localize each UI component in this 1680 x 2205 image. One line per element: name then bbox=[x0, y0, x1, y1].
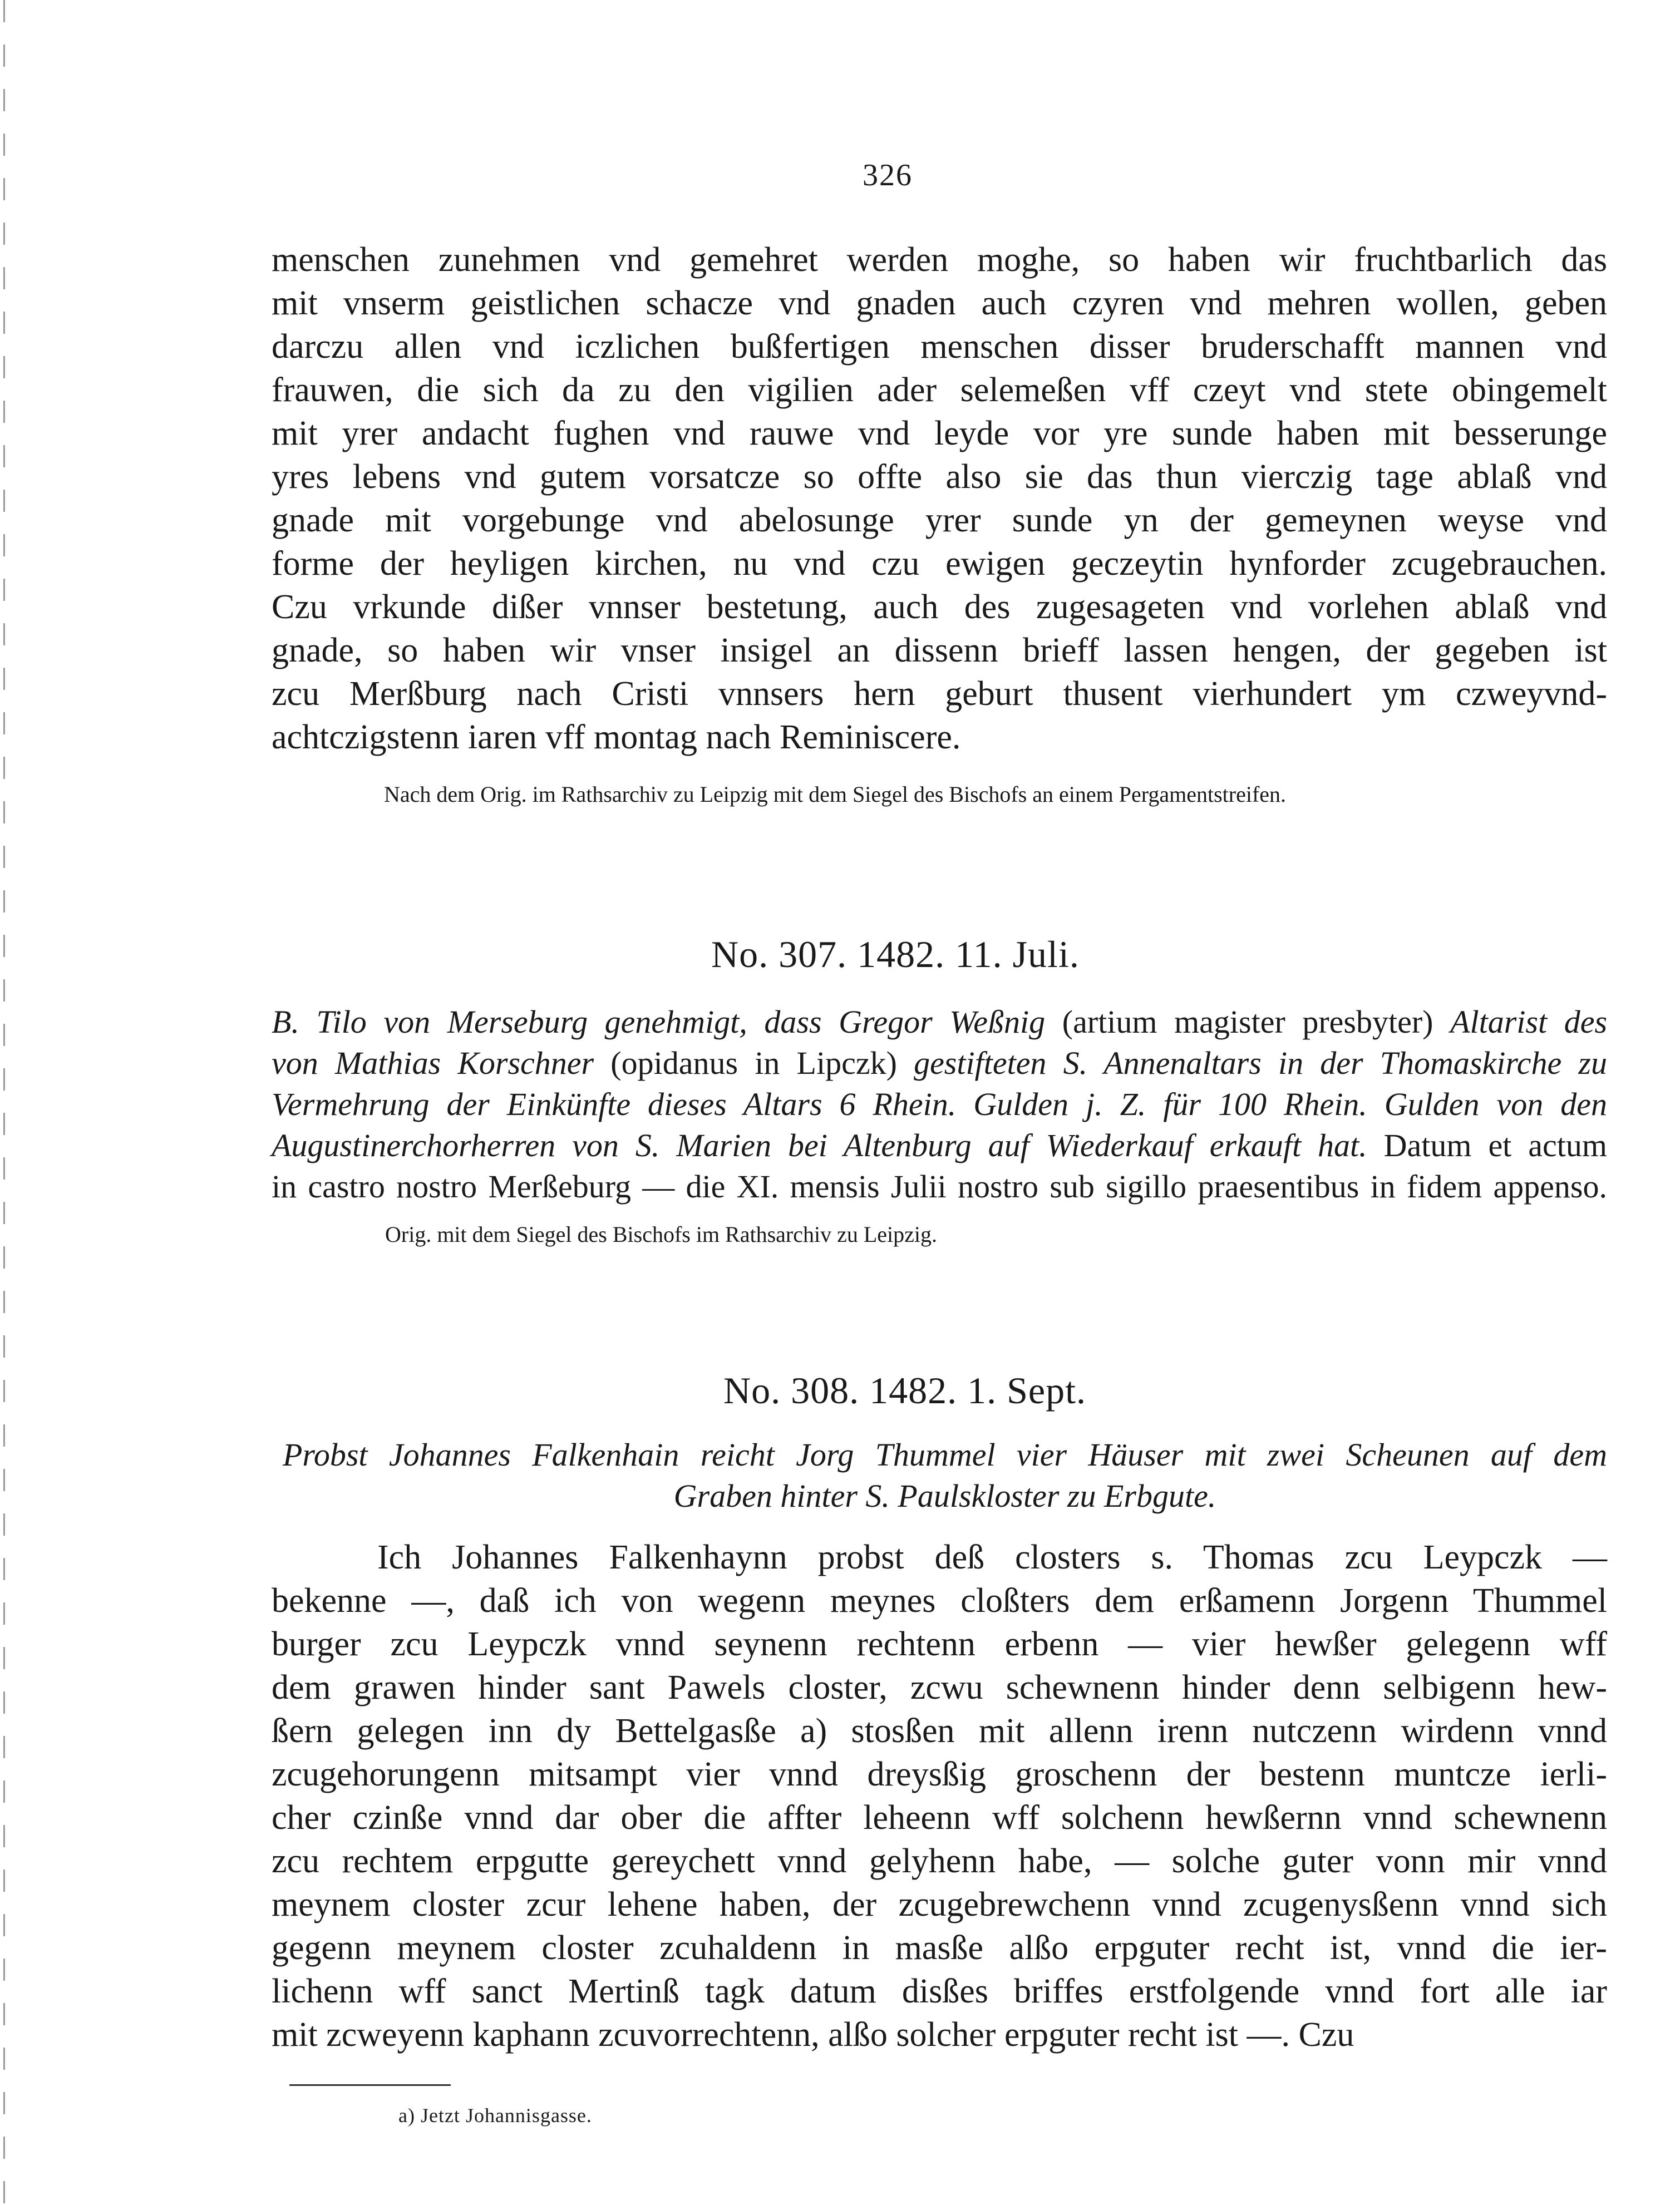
regest-307-segment: (artium magister presbyter) bbox=[1045, 1004, 1451, 1040]
para1-line: frauwen, die sich da zu den vigilien ader selemeßen vff czeyt vnd stete obingemelt bbox=[272, 371, 1607, 409]
regest-307-segment: (opidanus in Lipczk) bbox=[594, 1045, 914, 1081]
text308-line: cher czinße vnnd dar ober die affter leheenn wff solchenn hewßernn vnnd schewnenn bbox=[272, 1799, 1607, 1837]
regest-307-segment: Datum et actum bbox=[1367, 1127, 1607, 1163]
text308-line: burger zcu Leypczk vnnd seynenn rechtenn erbenn — vier hewßer gelegenn wff bbox=[272, 1625, 1607, 1663]
regest-307-segment: von Mathias Korschner bbox=[272, 1045, 594, 1081]
para1-line: gnade, so haben wir vnser insigel an dissenn brieff lassen hengen, der gegeben ist bbox=[272, 632, 1607, 669]
para1-line: darczu allen vnd iczlichen bußfertigen menschen disser bruderschafft mannen vnd bbox=[272, 328, 1607, 366]
text308-line: bekenne —, daß ich von wegenn meynes cloßters dem erßamenn Jorgenn Thummel bbox=[272, 1582, 1607, 1620]
regest-308 bbox=[283, 1434, 1607, 1517]
text308-line: gegenn meynem closter zcuhaldenn in masße alßo erpguter recht ist, vnnd die ier- bbox=[272, 1929, 1607, 1967]
text308-line: lichenn wff sanct Mertinß tagk datum disßes briffes erstfolgende vnnd fort alle iar bbox=[272, 1972, 1607, 2010]
regest-307-segment: Vermehrung der Einkünfte dieses Altars 6 Rhein. Gulden j. Z. für 100 Rhein. Gulden von den bbox=[272, 1086, 1607, 1122]
regest-307-segment: Augustinerchorherren von S. Marien bei Altenburg auf Wiederkauf erkauft hat. bbox=[272, 1127, 1367, 1163]
text308-line: mit zcweyenn kaphann zcuvorrechtenn, alßo solcher erpguter recht ist —. Czu bbox=[272, 2016, 1354, 2054]
text308-line: zcugehorungenn mitsampt vier vnnd dreysßig groschenn der bestenn muntcze ierli- bbox=[272, 1755, 1607, 1793]
regest-307-line bbox=[272, 1043, 1607, 1084]
scan-margin-artifact bbox=[3, 0, 5, 2205]
page-number: 326 bbox=[863, 158, 913, 193]
regest-307-segment: Altarist des bbox=[1450, 1004, 1608, 1040]
text308-line: meynem closter zcur lehene haben, der zcugebrewchenn vnnd zcugenysßenn vnnd sich bbox=[272, 1886, 1607, 1923]
regest-307-line bbox=[272, 1125, 1607, 1166]
para1-line: mit vnserm geistlichen schacze vnd gnaden auch czyren vnd mehren wollen, geben bbox=[272, 284, 1607, 322]
para1-line: forme der heyligen kirchen, nu vnd czu ewigen geczeytin hynforder zcugebrauchen. bbox=[272, 545, 1607, 583]
regest-307-line bbox=[272, 1166, 1607, 1207]
regest-307-line bbox=[272, 1084, 1607, 1125]
regest-307-segment: in castro nostro Merßeburg — die XI. mensis Julii nostro sub sigillo praesentibus in fidem appenso. bbox=[272, 1168, 1607, 1205]
para1-line: menschen zunehmen vnd gemehret werden moghe, so haben wir fruchtbarlich das bbox=[272, 241, 1607, 279]
para1-line: gnade mit vorgebunge vnd abelosunge yrer sunde yn der gemeynen weyse vnd bbox=[272, 501, 1607, 539]
para1-line: zcu Merßburg nach Cristi vnnsers hern geburt thusent vierhundert ym czweyvnd- bbox=[272, 675, 1607, 713]
body-paragraph-continuation bbox=[272, 238, 1607, 759]
regest-307 bbox=[272, 1002, 1607, 1207]
para1-line: mit yrer andacht fughen vnd rauwe vnd leyde vor yre sunde haben mit besserunge bbox=[272, 415, 1607, 452]
regest-308-line: Graben hinter S. Paulskloster zu Erbgute. bbox=[673, 1478, 1216, 1514]
text308-line: Ich Johannes Falkenhaynn probst deß closters s. Thomas zcu Leypczk — bbox=[377, 1538, 1607, 1576]
regest-307-line bbox=[272, 1002, 1607, 1043]
body-text-308 bbox=[272, 1536, 1607, 2056]
document-heading-308: No. 308. 1482. 1. Sept. bbox=[723, 1369, 1086, 1412]
footnote-rule bbox=[289, 2084, 451, 2086]
source-note-1: Nach dem Orig. im Rathsarchiv zu Leipzig mit dem Siegel des Bischofs an einem Pergamentstreifen. bbox=[384, 782, 1287, 807]
para1-line: yres lebens vnd gutem vorsatcze so offte also sie das thun vierczig tage ablaß vnd bbox=[272, 458, 1607, 496]
text308-line: ßern gelegen inn dy Bettelgasße a) stosßen mit allenn irenn nutczenn wirdenn vnnd bbox=[272, 1712, 1607, 1750]
para1-line: Czu vrkunde dißer vnnser bestetung, auch des zugesageten vnd vorlehen ablaß vnd bbox=[272, 588, 1607, 626]
regest-307-segment: gestifteten S. Annenaltars in der Thomaskirche zu bbox=[914, 1045, 1608, 1081]
para1-line: achtczigstenn iaren vff montag nach Reminiscere. bbox=[272, 718, 961, 756]
document-heading-307: No. 307. 1482. 11. Juli. bbox=[711, 933, 1080, 975]
source-note-307: Orig. mit dem Siegel des Bischofs im Rathsarchiv zu Leipzig. bbox=[385, 1222, 938, 1247]
text308-line: dem grawen hinder sant Pawels closter, zcwu schewnenn hinder denn selbigenn hew- bbox=[272, 1669, 1607, 1706]
text308-line: zcu rechtem erpgutte gereychett vnnd gelyhenn habe, — solche guter vonn mir vnnd bbox=[272, 1842, 1607, 1880]
regest-308-line: Probst Johannes Falkenhain reicht Jorg Thummel vier Häuser mit zwei Scheunen auf dem bbox=[283, 1437, 1607, 1473]
regest-307-segment: B. Tilo von Merseburg genehmigt, dass Gregor Weßnig bbox=[272, 1004, 1046, 1040]
footnote: a) Jetzt Johannisgasse. bbox=[398, 2104, 592, 2127]
